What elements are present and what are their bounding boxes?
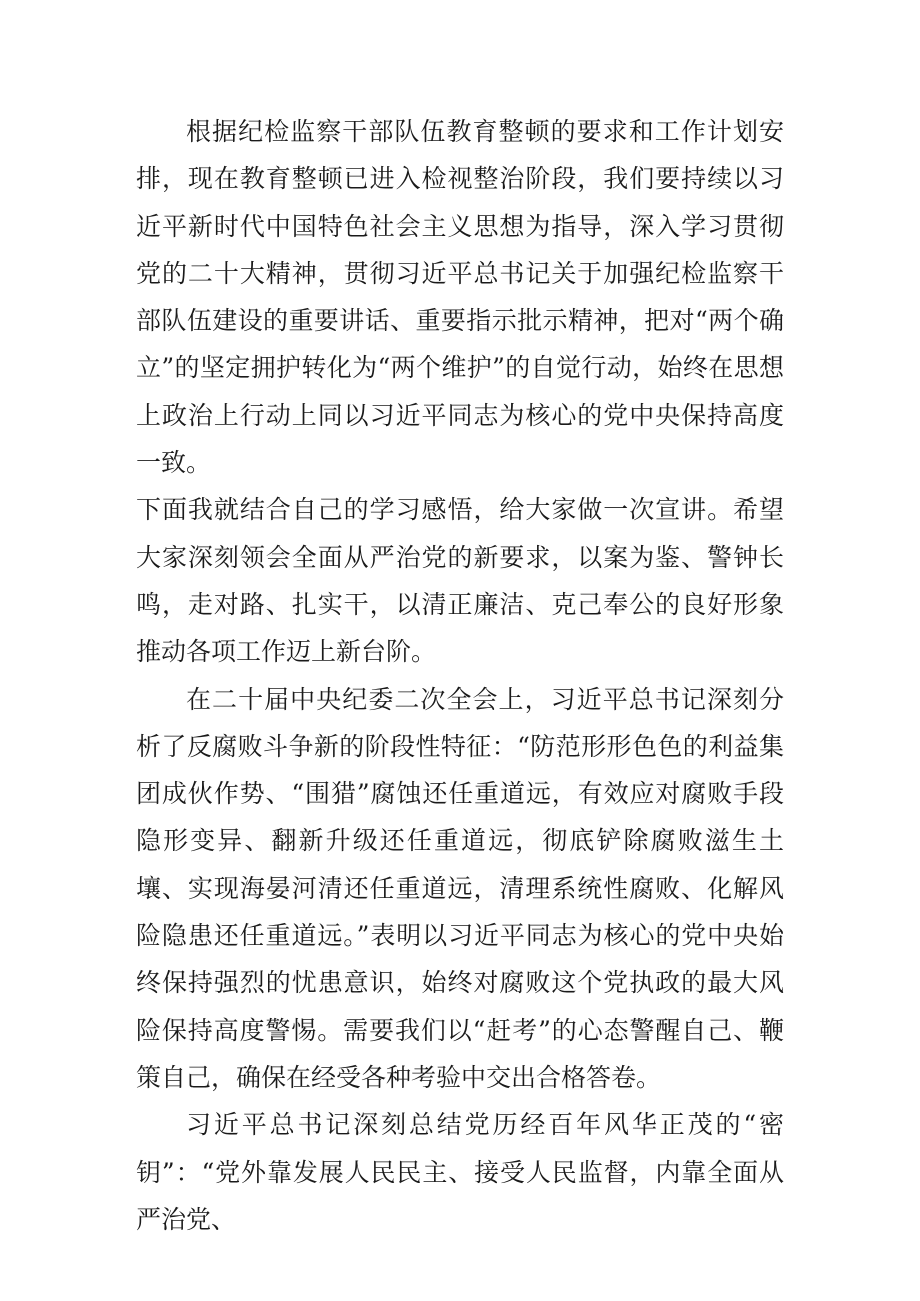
document-body: [136, 108, 784, 1243]
paragraph-education-rectification: 根据纪检监察干部队伍教育整顿的要求和工作计划安排，现在教育整顿已进入检视整治阶段，我们要持续以习近平新时代中国特色社会主义思想为指导，深入学习贯彻党的二十大精神，贯彻习近平总书记关于加强纪检监察干部队伍建设的重要讲话、重要指示批示精神，把对“两个确立”的坚定拥护转化为“两个维护”的自觉行动，始终在思想上政治上行动上同以习近平同志为核心的党中央保持高度一致。: [136, 117, 784, 478]
paragraph-anti-corruption-features: 在二十届中央纪委二次全会上，习近平总书记深刻分析了反腐败斗争新的阶段性特征：“防范形形色色的利益集团成伙作势、“围猎”腐蚀还任重道远，有效应对腐败手段隐形变异、翻新升级还任重道远，彻底铲除腐败滋生土壤、实现海晏河清还任重道远，清理系统性腐败、化解风险隐患还任重道远。”表明以习近平同志为核心的党中央始终保持强烈的忧患意识，始终对腐败这个党执政的最大风险保持高度警惕。需要我们以“赶考”的心态警醒自己、鞭策自己，确保在经受各种考验中交出合格答卷。: [136, 684, 784, 1092]
paragraph-lecture-intro: 下面我就结合自己的学习感悟，给大家做一次宣讲。希望大家深刻领会全面从严治党的新要求，以案为鉴、警钟长鸣，走对路、扎实干，以清正廉洁、克己奉公的良好形象推动各项工作迈上新台阶。: [136, 495, 784, 667]
paragraph-party-key: 习近平总书记深刻总结党历经百年风华正茂的“密钥”：“党外靠发展人民民主、接受人民监督，内靠全面从严治党、: [136, 1110, 784, 1234]
